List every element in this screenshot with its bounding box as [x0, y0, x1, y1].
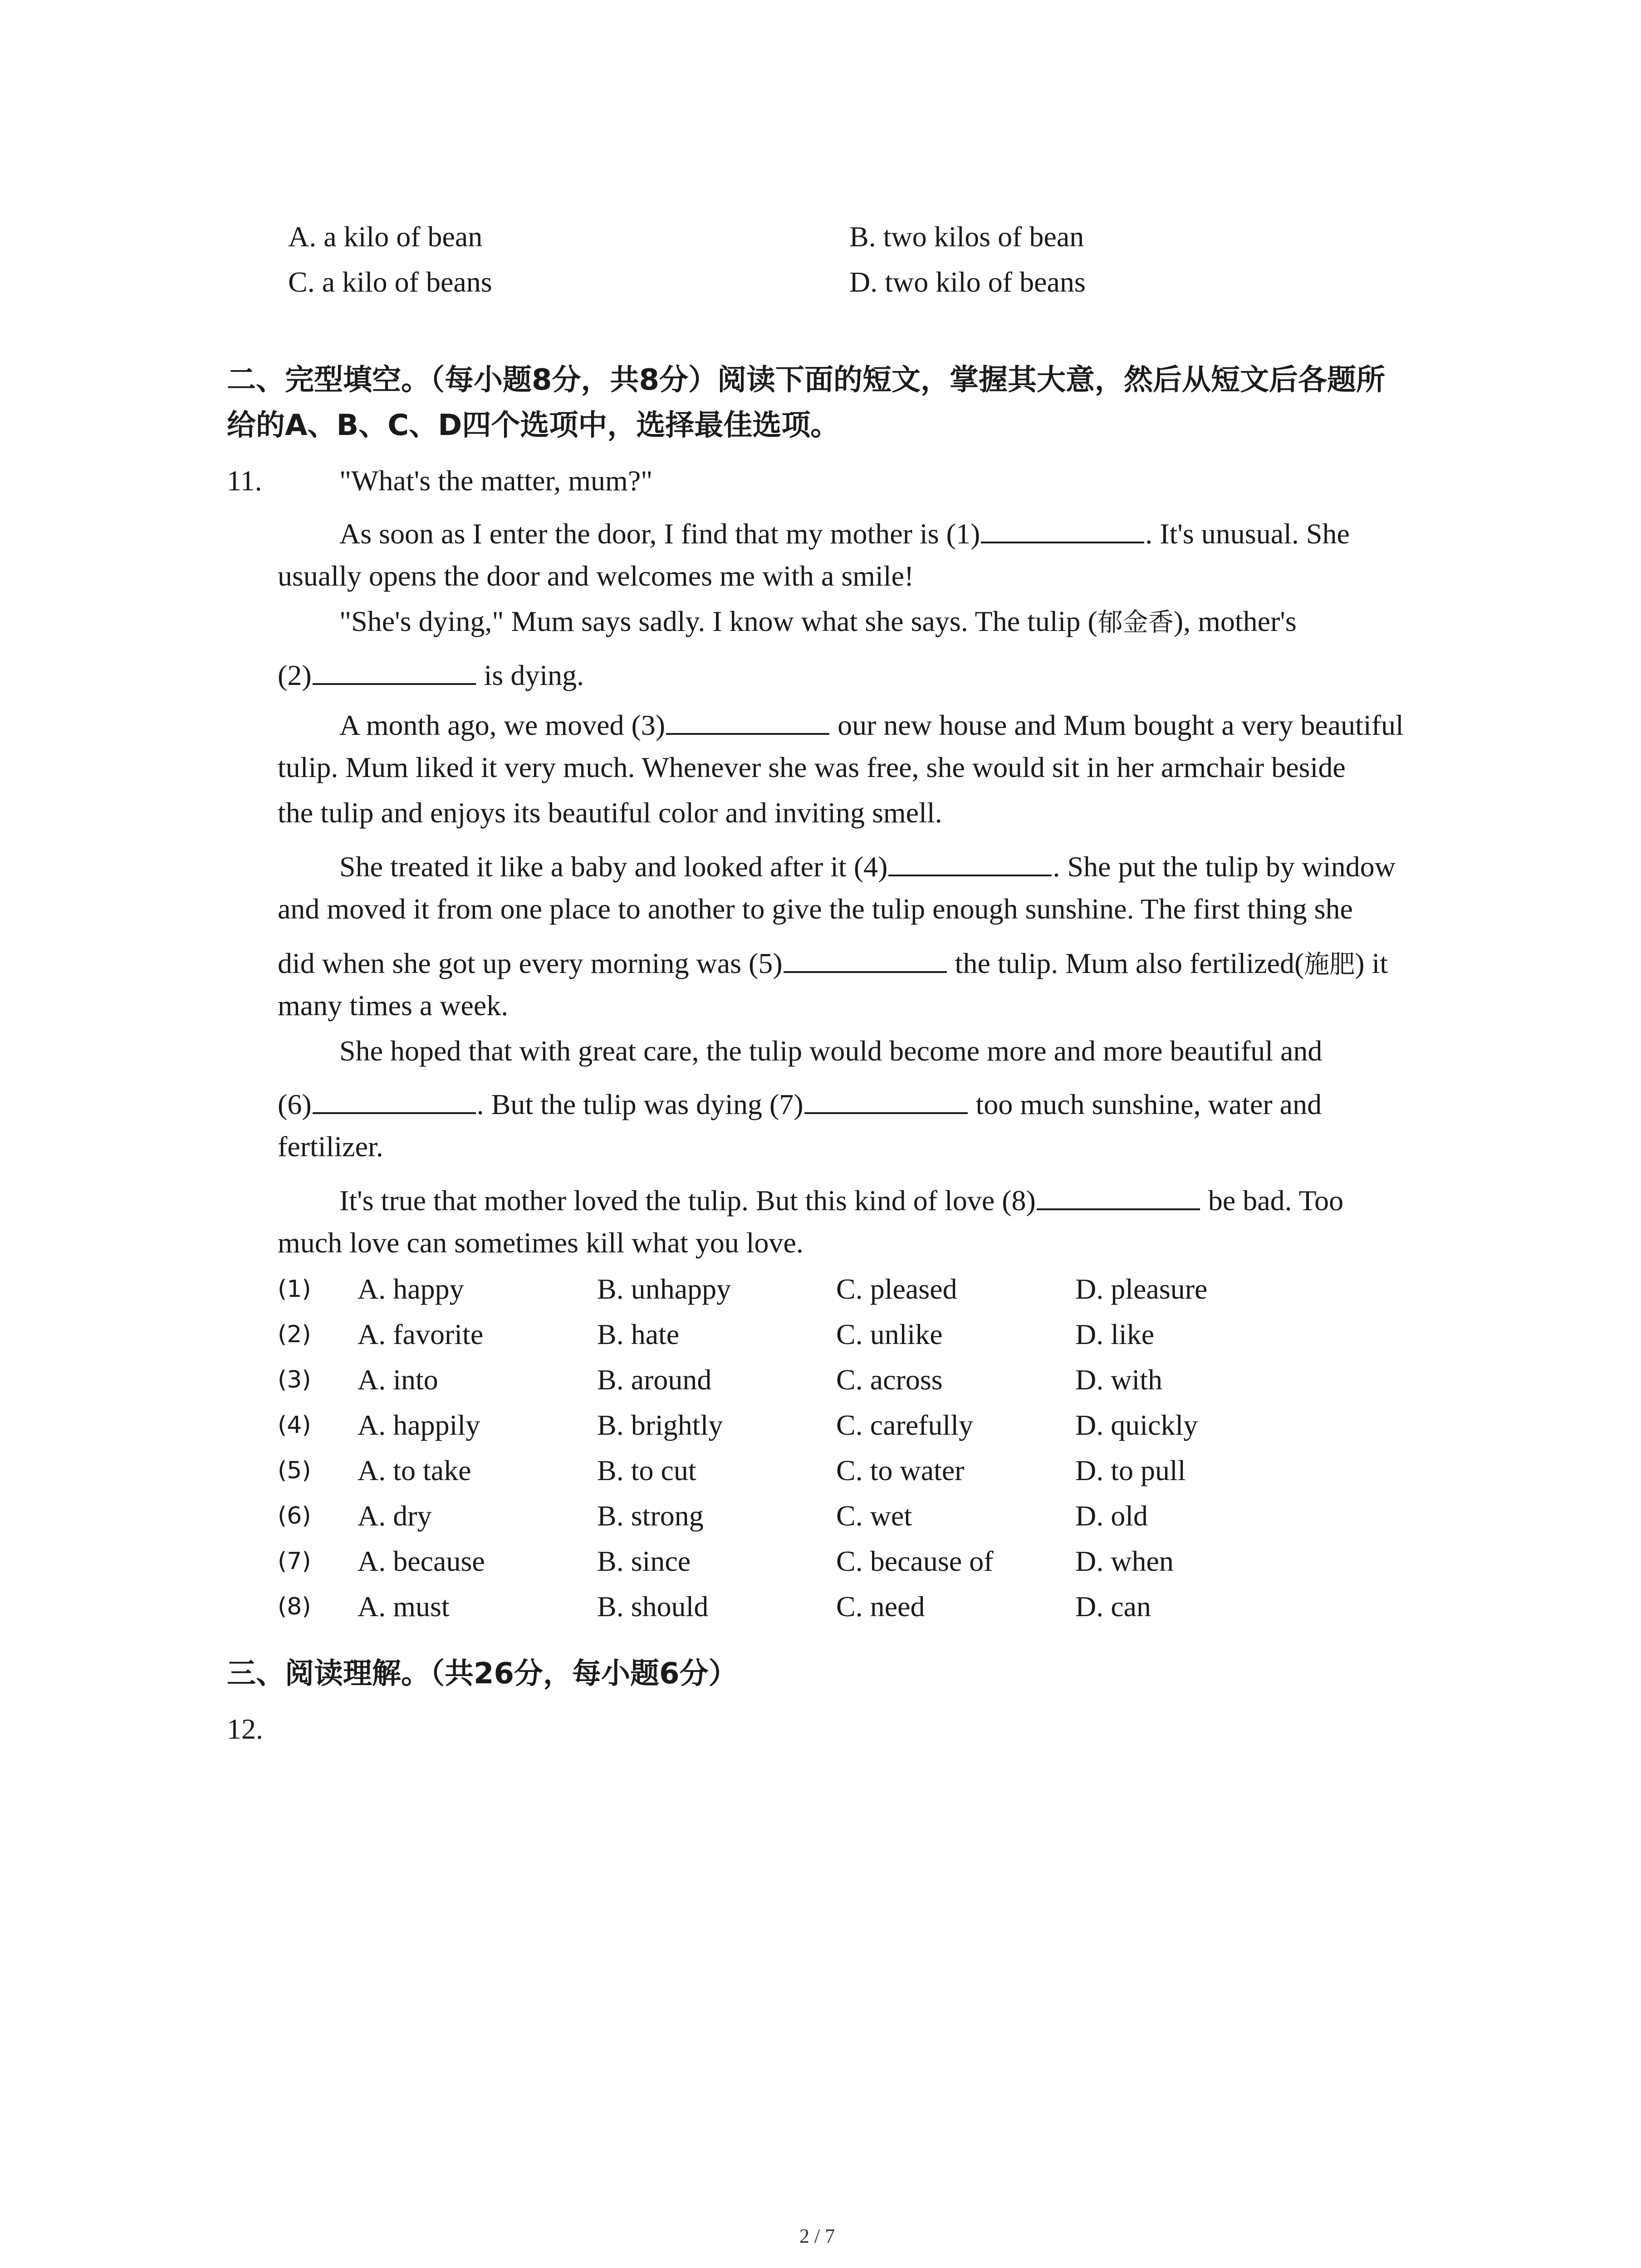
q10-option-a: A. a kilo of bean: [288, 220, 483, 253]
q11-p5-line2: (6) . But the tulip was dying (7) too much sunshine, water and: [278, 1087, 1322, 1119]
q11-p4-line1: She treated it like a baby and looked after it (4) . She put the tulip by window: [339, 849, 1396, 881]
choice-1-c[interactable]: C. pleased: [836, 1273, 957, 1305]
choice-6-d[interactable]: D. old: [1075, 1500, 1148, 1532]
choice-8-b[interactable]: B. should: [597, 1590, 709, 1623]
choice-2-c[interactable]: C. unlike: [836, 1318, 943, 1350]
blank-8[interactable]: [1037, 1183, 1200, 1210]
q11-p2-line1: "She's dying," Mum says sadly. I know what she says. The tulip (郁金香), mother's: [339, 605, 1297, 637]
q11-p3-line2: tulip. Mum liked it very much. Whenever she was free, she would sit in her armchair beside: [278, 751, 1346, 783]
choice-4-c[interactable]: C. carefully: [836, 1409, 974, 1441]
choice-3-a[interactable]: A. into: [358, 1364, 438, 1396]
section2-heading-line2: 给的A、B、C、D四个选项中，选择最佳选项。: [227, 409, 840, 442]
choice-5-c[interactable]: C. to water: [836, 1454, 965, 1486]
q10-option-d: D. two kilo of beans: [849, 266, 1086, 298]
choice-row-4-num: (4): [278, 1412, 311, 1439]
q10-option-b: B. two kilos of bean: [849, 220, 1084, 253]
page-number: 2 / 7: [799, 2225, 835, 2247]
q11-p4-line3: did when she got up every morning was (5) the tulip. Mum also fertilized(施肥) it: [278, 946, 1388, 978]
choice-7-b[interactable]: B. since: [597, 1545, 691, 1577]
choice-row-2-num: (2): [278, 1321, 311, 1348]
choice-6-a[interactable]: A. dry: [358, 1500, 432, 1532]
blank-3[interactable]: [666, 708, 829, 735]
choice-2-d[interactable]: D. like: [1075, 1318, 1155, 1350]
q11-p3-line3: the tulip and enjoys its beautiful color and inviting smell.: [278, 797, 942, 829]
choice-3-d[interactable]: D. with: [1075, 1364, 1162, 1396]
choice-6-c[interactable]: C. wet: [836, 1500, 912, 1532]
choice-4-b[interactable]: B. brightly: [597, 1409, 723, 1441]
blank-4[interactable]: [888, 849, 1052, 876]
choice-row-7-num: (7): [278, 1548, 311, 1575]
q11-p1-line1: As soon as I enter the door, I find that my mother is (1) . It's unusual. She: [339, 516, 1350, 548]
q11-p4-line2: and moved it from one place to another to give the tulip enough sunshine. The first thing she: [278, 893, 1353, 925]
q11-p5-line3: fertilizer.: [278, 1130, 383, 1163]
blank-5[interactable]: [784, 946, 947, 973]
choice-4-a[interactable]: A. happily: [358, 1409, 480, 1441]
choice-7-a[interactable]: A. because: [358, 1545, 485, 1577]
choice-2-a[interactable]: A. favorite: [358, 1318, 484, 1350]
choice-1-a[interactable]: A. happy: [358, 1273, 464, 1305]
choice-2-b[interactable]: B. hate: [597, 1318, 680, 1350]
choice-7-d[interactable]: D. when: [1075, 1545, 1174, 1577]
choice-1-b[interactable]: B. unhappy: [597, 1273, 731, 1305]
q11-p6-line2: much love can sometimes kill what you love.: [278, 1227, 803, 1259]
q11-p4-line4: many times a week.: [278, 989, 509, 1022]
blank-7[interactable]: [804, 1087, 968, 1114]
choice-1-d[interactable]: D. pleasure: [1075, 1273, 1208, 1305]
blank-1[interactable]: [981, 516, 1144, 543]
choice-3-c[interactable]: C. across: [836, 1364, 943, 1396]
q11-p5-line1: She hoped that with great care, the tulip would become more and more beautiful and: [339, 1035, 1323, 1067]
q11-p2-line2: (2) is dying.: [278, 658, 584, 690]
cjk-gloss-tulip: 郁金香: [1097, 608, 1174, 637]
choice-row-8-num: (8): [278, 1593, 311, 1620]
q11-p6-line1: It's true that mother loved the tulip. But this kind of love (8) be bad. Too: [339, 1183, 1343, 1215]
choice-row-5-num: (5): [278, 1457, 311, 1484]
choice-5-b[interactable]: B. to cut: [597, 1454, 696, 1486]
q12-number: 12.: [227, 1713, 263, 1745]
choice-5-a[interactable]: A. to take: [358, 1454, 471, 1486]
cjk-gloss-fertilize: 施肥: [1304, 950, 1355, 979]
choice-8-c[interactable]: C. need: [836, 1590, 925, 1623]
q10-option-c: C. a kilo of beans: [288, 266, 492, 298]
q11-title: "What's the matter, mum?": [339, 464, 653, 497]
choice-8-a[interactable]: A. must: [358, 1590, 450, 1623]
choice-7-c[interactable]: C. because of: [836, 1545, 994, 1577]
blank-2[interactable]: [313, 658, 476, 685]
q11-p1-line2: usually opens the door and welcomes me with a smile!: [278, 560, 914, 592]
choice-6-b[interactable]: B. strong: [597, 1500, 704, 1532]
choice-5-d[interactable]: D. to pull: [1075, 1454, 1186, 1486]
section3-heading: 三、阅读理解。（共26分，每小题6分）: [227, 1657, 738, 1691]
section2-heading-line1: 二、完型填空。（每小题8分，共8分）阅读下面的短文，掌握其大意，然后从短文后各题所: [227, 363, 1386, 397]
choice-3-b[interactable]: B. around: [597, 1364, 712, 1396]
q11-number: 11.: [227, 464, 262, 497]
choice-4-d[interactable]: D. quickly: [1075, 1409, 1198, 1441]
choice-row-3-num: (3): [278, 1366, 311, 1393]
blank-6[interactable]: [313, 1087, 476, 1114]
choice-row-1-num: (1): [278, 1276, 311, 1303]
choice-row-6-num: (6): [278, 1502, 311, 1530]
choice-8-d[interactable]: D. can: [1075, 1590, 1151, 1623]
q11-p3-line1: A month ago, we moved (3) our new house and Mum bought a very beautiful: [339, 708, 1404, 740]
